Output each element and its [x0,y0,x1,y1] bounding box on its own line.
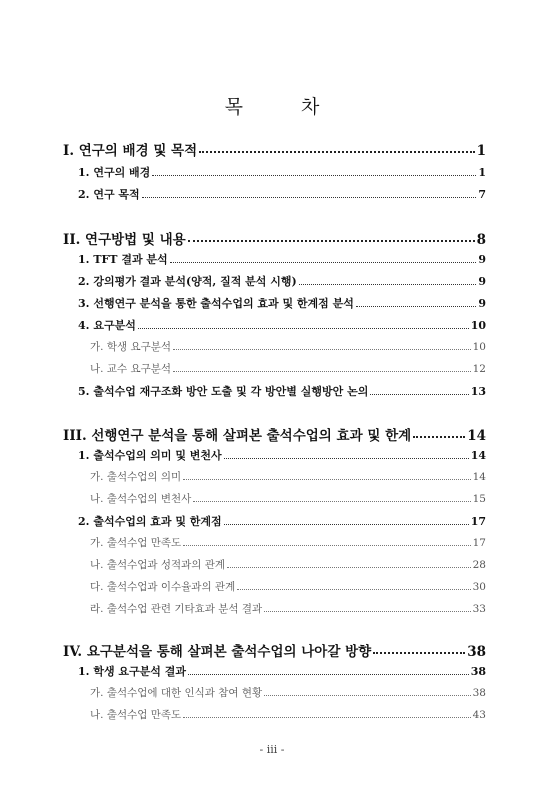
leader-dots [138,328,469,329]
toc-page-number: 9 [478,275,486,288]
leader-dots [170,262,477,263]
toc-page-number: 43 [472,709,486,721]
leader-dots [224,524,469,525]
toc-page-number: 28 [472,559,486,571]
toc-label: 나. 출석수업 만족도 [90,709,182,721]
toc-label: 5. 출석수업 재구조화 방안 도출 및 각 방안별 실행방안 논의 [78,385,369,398]
leader-dots [373,652,465,654]
toc-page-number: 13 [470,385,486,398]
toc-chapter-1[interactable] [63,139,486,159]
toc-label: 다. 출석수업과 이수율과의 관계 [90,581,236,593]
toc-page-number: 14 [467,428,486,444]
toc-chapter-4[interactable] [63,640,486,660]
toc-page-number: 8 [476,232,486,248]
leader-dots [237,589,470,590]
toc-subsection[interactable] [90,491,486,506]
leader-dots [183,479,470,480]
toc-page-number: 30 [472,581,486,593]
toc-label: 나. 출석수업과 성적과의 관계 [90,559,226,571]
toc-label: 2. 출석수업의 효과 및 한계점 [78,515,222,528]
leader-dots [142,197,477,198]
toc-page-number: 38 [472,687,486,699]
toc-subsection[interactable] [90,361,486,376]
toc-label: IV. 요구분석을 통해 살펴본 출석수업의 나아갈 방향 [63,644,372,660]
toc-page-number: 1 [478,166,486,179]
leader-dots [188,240,475,242]
toc-label: 3. 선행연구 분석을 통한 출석수업의 효과 및 한계점 분석 [78,297,354,310]
toc-label: 가. 출석수업 만족도 [90,537,182,549]
leader-dots [188,674,469,675]
toc-subsection[interactable] [90,707,486,722]
toc-label: 나. 출석수업의 변천사 [90,493,192,505]
leader-dots [413,436,465,438]
toc-page-number: 33 [472,603,486,615]
leader-dots [299,284,477,285]
toc-label: I. 연구의 배경 및 목적 [63,143,198,159]
toc-page-number: 9 [478,253,486,266]
toc-label: III. 선행연구 분석을 통해 살펴본 출석수업의 효과 및 한계 [63,428,412,444]
leader-dots [199,151,474,153]
toc-section[interactable] [78,186,486,202]
toc-page-number: 14 [470,449,486,462]
toc-page-number: 10 [472,341,486,353]
toc-label: 1. 학생 요구분석 결과 [78,665,186,678]
toc-page-number: 12 [472,363,486,375]
toc-subsection[interactable] [90,469,486,484]
leader-dots [356,306,476,307]
toc-label: 가. 학생 요구분석 [90,341,172,353]
toc-label: 4. 요구분석 [78,319,136,332]
toc-subsection[interactable] [90,579,486,594]
toc-page-number: 1 [476,143,486,159]
toc-page-number: 15 [472,493,486,505]
toc-page-number: 17 [472,537,486,549]
leader-dots [370,394,468,395]
toc-label: 1. TFT 결과 분석 [78,253,168,266]
leader-dots [173,371,471,372]
toc-section[interactable] [78,251,486,267]
toc-label: 1. 출석수업의 의미 및 변천사 [78,449,222,462]
toc-label: 가. 출석수업에 대한 인식과 참여 현황 [90,687,263,699]
toc-section[interactable] [78,295,486,311]
toc-subsection[interactable] [90,601,486,616]
page-footer-number: - iii - [259,743,285,756]
toc-subsection[interactable] [90,535,486,550]
toc-page-number: 38 [470,665,486,678]
toc-section[interactable] [78,383,486,399]
toc-page-number: 10 [470,319,486,332]
toc-page-number: 14 [472,471,486,483]
toc-subsection[interactable] [90,339,486,354]
leader-dots [183,717,470,718]
leader-dots [183,545,470,546]
toc-label: 1. 연구의 배경 [78,166,151,179]
toc-page-number: 9 [478,297,486,310]
toc-label: 나. 교수 요구분석 [90,363,172,375]
leader-dots [227,567,471,568]
toc-subsection[interactable] [90,685,486,700]
toc-section[interactable] [78,663,486,679]
leader-dots [173,349,471,350]
toc-label: 가. 출석수업의 의미 [90,471,182,483]
toc-label: 2. 강의평가 결과 분석(양적, 질적 분석 시행) [78,275,297,288]
leader-dots [152,175,476,176]
toc-section[interactable] [78,513,486,529]
toc-section[interactable] [78,317,486,333]
leader-dots [193,501,470,502]
toc-chapter-2[interactable] [63,228,486,248]
toc-page-number: 7 [478,188,486,201]
toc-label: 라. 출석수업 관련 기타효과 분석 결과 [90,603,263,615]
toc-page-number: 38 [467,644,486,660]
toc-page-number: 17 [470,515,486,528]
page-title: 목 차 [224,96,346,118]
toc-section[interactable] [78,273,486,289]
toc-label: 2. 연구 목적 [78,188,140,201]
toc-section[interactable] [78,447,486,463]
leader-dots [264,611,470,612]
toc-label: II. 연구방법 및 내용 [63,232,186,248]
toc-section[interactable] [78,164,486,180]
leader-dots [264,695,470,696]
toc-subsection[interactable] [90,557,486,572]
toc-chapter-3[interactable] [63,424,486,444]
leader-dots [224,458,469,459]
